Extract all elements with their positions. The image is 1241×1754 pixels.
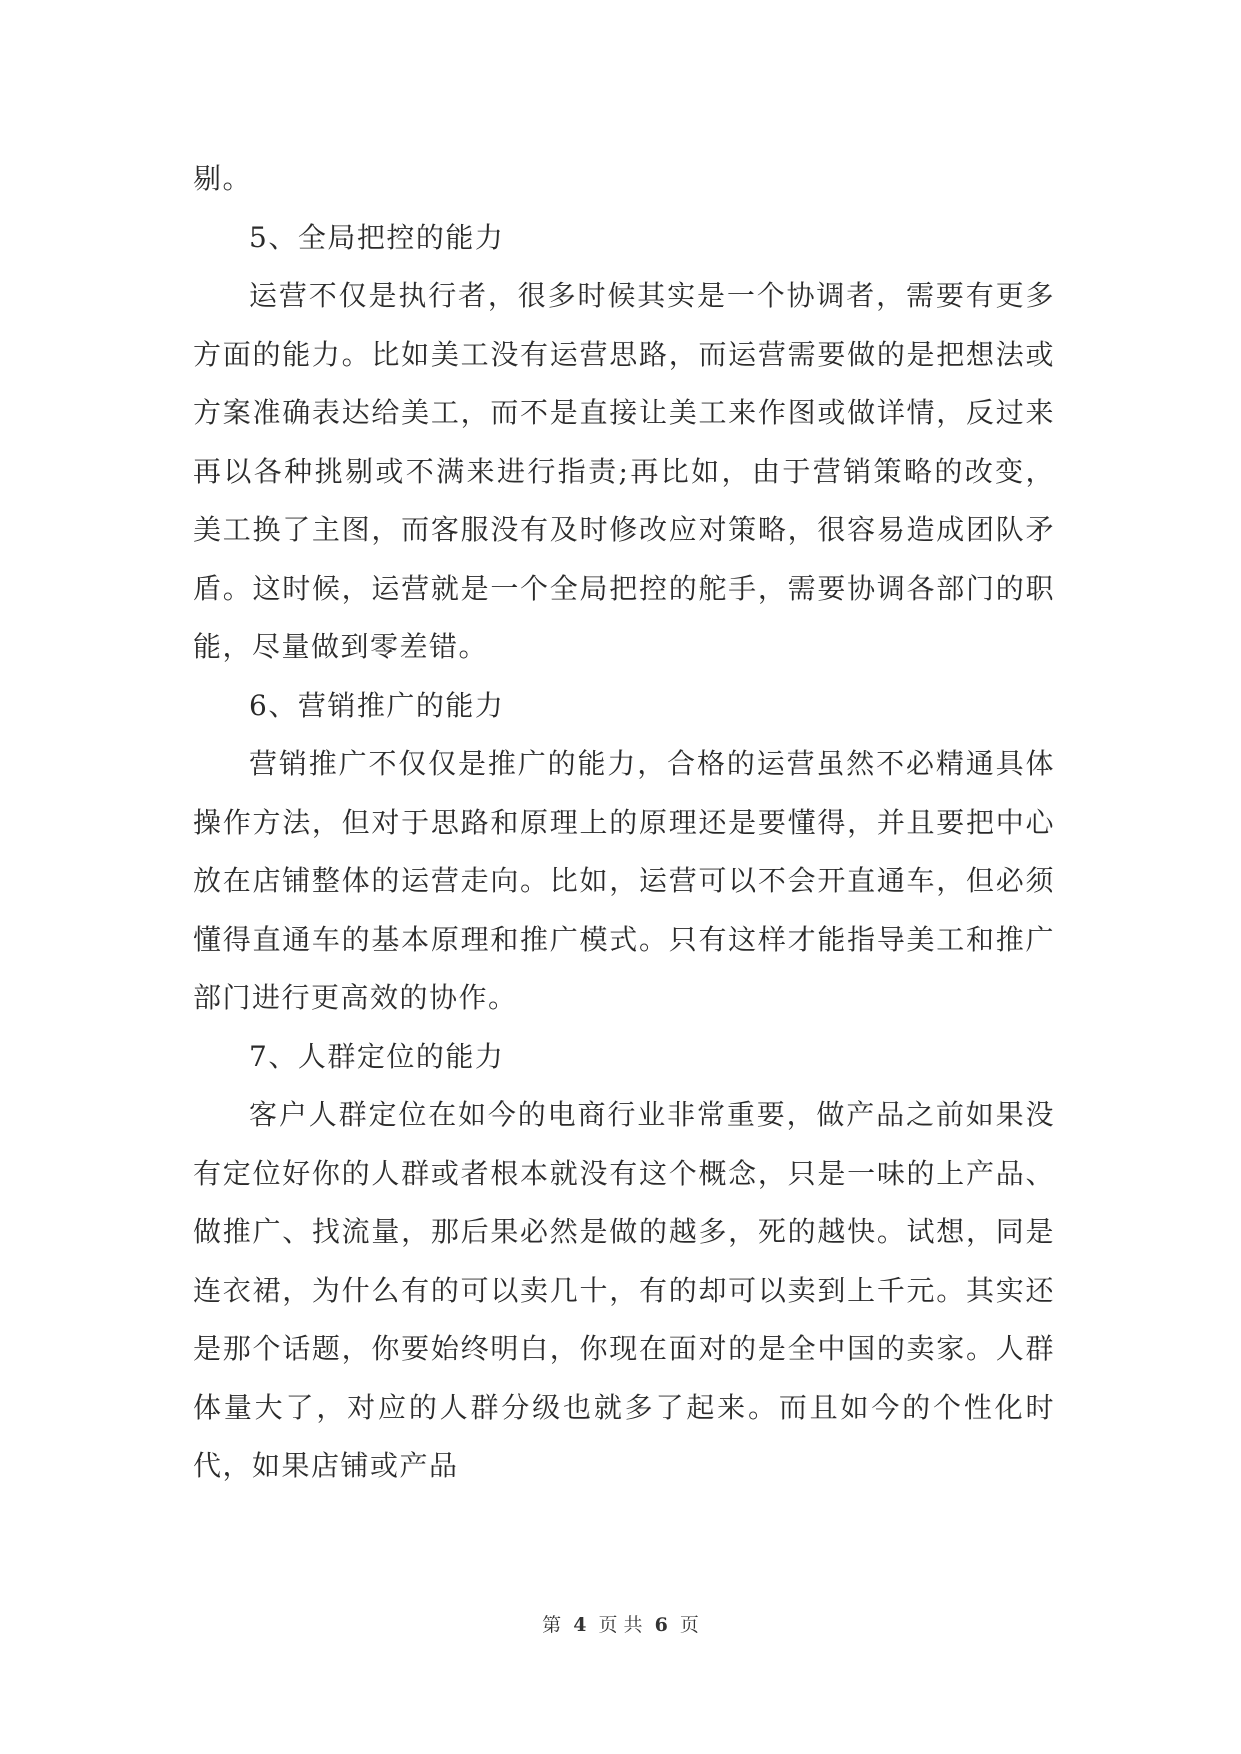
- paragraph-global-control: 运营不仅是执行者，很多时候其实是一个协调者，需要有更多方面的能力。比如美工没有运营思路，而运营需要做的是把想法或方案准确表达给美工，而不是直接让美工来作图或做详情，反过来再以各种挑剔或不满来进行指责;再比如，由于营销策略的改变，美工换了主图，而客服没有及时修改应对策略，很容易造成团队矛盾。这时候，运营就是一个全局把控的舵手，需要协调各部门的职能，尽量做到零差错。: [193, 279, 1055, 663]
- section-heading-5: 5、全局把控的能力: [249, 220, 505, 254]
- footer-prefix: 第: [542, 1614, 562, 1636]
- page-footer: [0, 1610, 1241, 1637]
- section-heading-7: 7、人群定位的能力: [249, 1039, 505, 1073]
- document-body: [193, 150, 1055, 1496]
- section-heading-6: 6、营销推广的能力: [249, 688, 505, 722]
- paragraph-audience-targeting: 客户人群定位在如今的电商行业非常重要，做产品之前如果没有定位好你的人群或者根本就没有这个概念，只是一味的上产品、做推广、找流量，那后果必然是做的越多，死的越快。试想，同是连衣裙，为什么有的可以卖几十，有的却可以卖到上千元。其实还是那个话题，你要始终明白，你现在面对的是全中国的卖家。人群体量大了，对应的人群分级也就多了起来。而且如今的个性化时代，如果店铺或产品: [193, 1098, 1055, 1482]
- footer-total-pages: 6: [654, 1614, 668, 1636]
- paragraph-marketing-promotion: 营销推广不仅仅是推广的能力，合格的运营虽然不必精通具体操作方法，但对于思路和原理上的原理还是要懂得，并且要把中心放在店铺整体的运营走向。比如，运营可以不会开直通车，但必须懂得直通车的基本原理和推广模式。只有这样才能指导美工和推广部门进行更高效的协作。: [193, 747, 1055, 1014]
- footer-suffix: 页: [679, 1614, 699, 1636]
- footer-page-number: 4: [573, 1614, 587, 1636]
- footer-middle: 页 共: [598, 1614, 643, 1636]
- paragraph-continuation: 剔。: [193, 162, 253, 195]
